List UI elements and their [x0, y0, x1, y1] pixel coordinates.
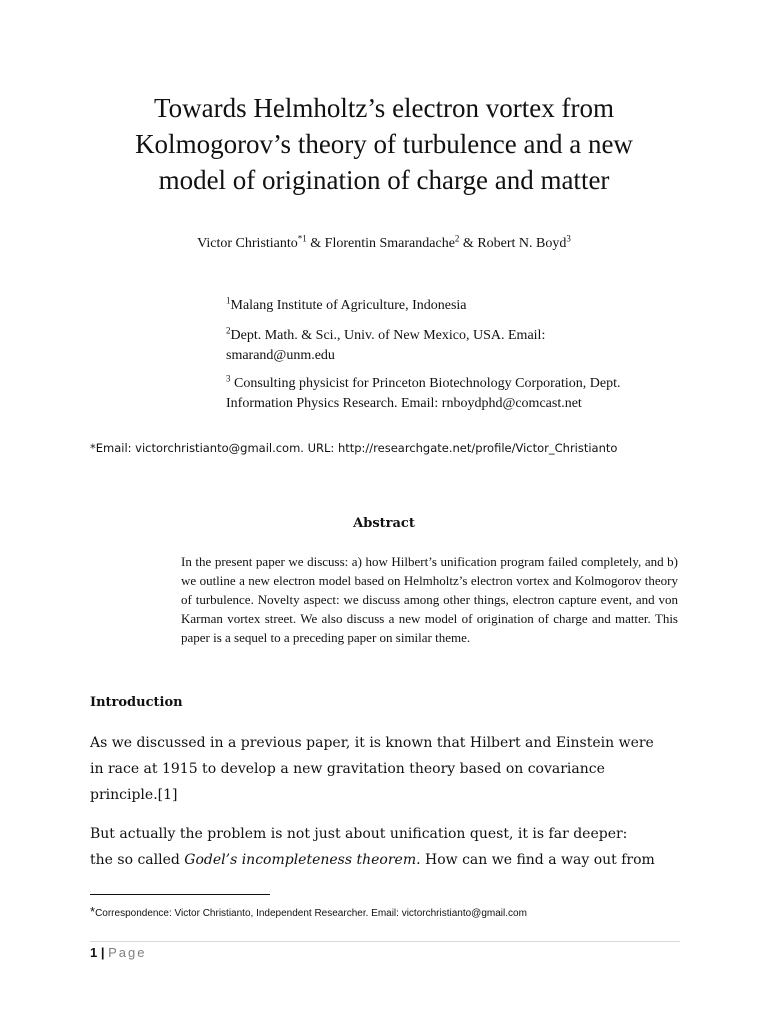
affiliation-2 — [226, 326, 676, 366]
affiliation-text: Consulting physicist for Princeton Biotechnology Corporation, Dept. — [230, 376, 621, 391]
page-number: 1 — [90, 945, 98, 960]
affiliation-3 — [226, 374, 676, 414]
footer-separator: | — [97, 945, 109, 960]
affiliation-text: Information Physics Research. Email: rnboydphd@comcast.net — [226, 396, 582, 411]
author-name: Robert N. Boyd — [477, 236, 567, 251]
footnote-text: Correspondence: Victor Christianto, Independent Researcher. Email: victorchristianto@gmail.com — [95, 908, 527, 919]
affiliation-superscript: 2 — [226, 325, 231, 336]
affiliation-superscript: 1 — [226, 295, 231, 306]
footnote-separator — [90, 894, 270, 895]
introduction-heading: Introduction — [90, 695, 183, 710]
page-label: Page — [108, 945, 147, 960]
author-separator: & — [306, 236, 325, 251]
paragraph-line — [90, 847, 690, 873]
footer-divider — [90, 941, 680, 942]
paragraph-text: How can we find a way out from — [420, 852, 655, 868]
theorem-name: Godel’s incompleteness theorem. — [184, 852, 421, 868]
affiliation-superscript: 3 — [226, 373, 231, 384]
paper-title — [60, 90, 708, 198]
intro-paragraph-2 — [90, 821, 690, 873]
author-name: Victor Christianto — [197, 236, 298, 251]
affiliation-text: smarand@unm.edu — [226, 348, 335, 363]
author-superscript: 2 — [454, 233, 460, 244]
intro-paragraph-1 — [90, 730, 690, 808]
paragraph-line: As we discussed in a previous paper, it is known that Hilbert and Einstein were — [90, 735, 654, 751]
footnote-mark: * — [90, 904, 96, 919]
title-line: Kolmogorov’s theory of turbulence and a new — [135, 129, 633, 159]
title-line: Towards Helmholtz’s electron vortex from — [154, 93, 614, 123]
paragraph-line: But actually the problem is not just about unification quest, it is far deeper: — [90, 826, 628, 842]
author-superscript: *1 — [297, 233, 307, 244]
author-superscript: 3 — [566, 233, 571, 244]
paragraph-text: the so called — [90, 852, 185, 868]
author-name: Florentin Smarandache — [324, 236, 455, 251]
contact-email: *Email: victorchristianto@gmail.com. URL: http://researchgate.net/profile/Victor_Christianto — [90, 441, 618, 455]
author-separator: & — [459, 236, 478, 251]
affiliation-1 — [226, 296, 676, 316]
affiliation-text: Dept. Math. & Sci., Univ. of New Mexico, USA. Email: — [230, 328, 546, 343]
affiliation-text: Malang Institute of Agriculture, Indonesia — [230, 298, 467, 313]
page-footer — [90, 945, 146, 960]
abstract-body: In the present paper we discuss: a) how Hilbert’s unification program failed completely, and b) we outline a new electron model based on Helmholtz’s electron vortex and Kolmogorov theory of turbulence. Novelty aspect: we discuss among other things, electron capture event, and von Karman vortex street. We also discuss a new model of origination of charge and matter. This paper is a sequel to a preceding paper on similar theme. — [181, 554, 678, 645]
footnote — [90, 904, 527, 919]
paragraph-line: in race at 1915 to develop a new gravitation theory based on covariance — [90, 761, 605, 777]
title-line: model of origination of charge and matter — [158, 165, 610, 195]
paragraph-line: principle.[1] — [90, 787, 178, 803]
abstract-heading: Abstract — [353, 516, 415, 531]
author-list — [0, 233, 768, 252]
